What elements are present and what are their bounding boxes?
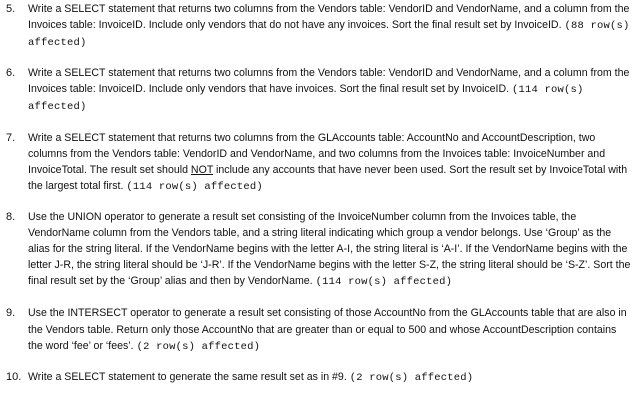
item-text: [28, 369, 632, 386]
item-description-end: include any accounts that have never been used. Sort the result set by InvoiceTotal with the largest total first.: [28, 163, 628, 192]
item-number: 10.: [6, 370, 22, 383]
list-item-5: [6, 1, 637, 51]
item-description: Write a SELECT statement that returns two columns from the Vendors table: VendorID and VendorName, and a column from the Invoices table: InvoiceID. Include only vendors that do not have any invoices. Sort the final result set by InvoiceID.: [28, 3, 630, 32]
list-item-10: [6, 369, 637, 386]
list-item-8: [6, 209, 637, 290]
item-description: Use the UNION operator to generate a result set consisting of the InvoiceNumber column from the Invoices table, the VendorName column from the Vendors table, and a string literal indicating which group a vendor belongs. Use ‘Group’ as the alias for the string literal. If the VendorName begins with the letter A-I, the string literal is ‘A-I’. If the VendorName begins with the letter J-R, the string literal should be ‘J-R’. If the VendorName begins with the letter S-Z, the string literal should be ‘S-Z’. Sort the final result set by the ‘Group’ alias and then by VendorName.: [28, 210, 631, 288]
item-description-start: Write a SELECT statement that returns two columns from the GLAccounts table: AccountNo and AccountDescription, two columns from the Vendors table: VendorID and VendorName, and two columns from the Invoices table: InvoiceNumber and InvoiceTotal. The result set should: [28, 131, 606, 176]
rows-affected: (114 row(s) affected): [28, 84, 584, 114]
item-number: 7.: [6, 131, 16, 144]
rows-affected: (114 row(s) affected): [315, 276, 453, 289]
item-description: Use the INTERSECT operator to generate a result set consisting of those AccountNo from the GLAccounts table that are also in the Vendors table. Return only those AccountNo that are greater than or equal to 500 and whose AccountDescription contains the word ‘fee’ or ‘fees’.: [28, 307, 627, 352]
list-item-7: [6, 130, 637, 195]
item-text: [28, 65, 632, 115]
item-text: [28, 209, 632, 290]
item-number: 6.: [6, 67, 16, 80]
emphasis-not: NOT: [190, 163, 214, 176]
item-text: [28, 130, 632, 195]
item-number: 5.: [6, 3, 16, 15]
rows-affected: (114 row(s) affected): [126, 180, 263, 193]
item-number: 8.: [6, 210, 16, 223]
item-text: [28, 1, 632, 51]
rows-affected: (88 row(s) affected): [28, 20, 630, 50]
item-description: Write a SELECT statement to generate the same result set as in #9.: [28, 370, 347, 383]
rows-affected: (2 row(s) affected): [349, 371, 474, 384]
rows-affected: (2 row(s) affected): [136, 340, 261, 353]
item-text: [28, 305, 632, 354]
item-number: 9.: [6, 307, 16, 320]
list-item-9: [6, 305, 637, 354]
list-item-6: [6, 65, 637, 115]
item-description: Write a SELECT statement that returns two columns from the Vendors table: VendorID and VendorName, and a column from the Invoices table: InvoiceID. Include only vendors that have invoices. Sort the final result set by InvoiceID.: [28, 67, 630, 96]
